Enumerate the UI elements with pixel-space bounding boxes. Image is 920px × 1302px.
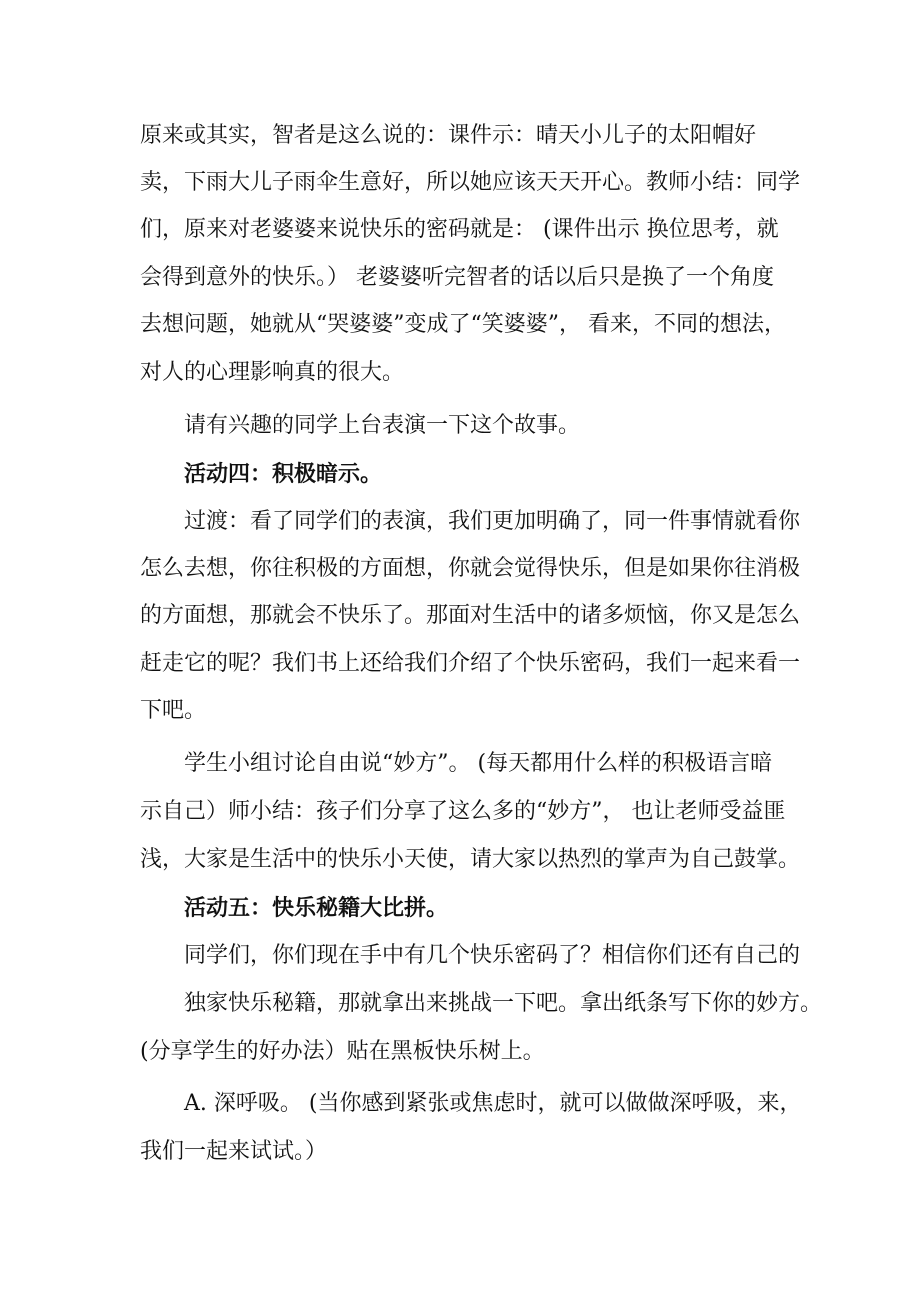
body-text-line: 赶走它的呢？我们书上还给我们介绍了个快乐密码，我们一起来看一 xyxy=(140,651,801,676)
body-text-line: 过渡：看了同学们的表演，我们更加明确了，同一件事情就看你 xyxy=(184,509,801,534)
body-text-line: 学生小组讨论自由说“妙方”。 (每天都用什么样的积极语言暗 xyxy=(184,751,773,776)
body-text-line: 浅，大家是生活中的快乐小天使，请大家以热烈的掌声为自己鼓掌。 xyxy=(140,847,801,872)
body-text-line: 原来或其实，智者是这么说的：课件示：晴天小儿子的太阳帽好 xyxy=(140,123,757,148)
body-text-line: 同学们，你们现在手中有几个快乐密码了？相信你们还有自己的 xyxy=(184,943,801,968)
body-text-line: 会得到意外的快乐。） 老婆婆听完智者的话以后只是换了一个角度 xyxy=(140,265,774,290)
list-item-continuation: 我们一起来试试。） xyxy=(140,1139,328,1164)
body-text-line: (分享学生的好办法）贴在黑板快乐树上。 xyxy=(140,1039,545,1064)
body-text-line: 请有兴趣的同学上台表演一下这个故事。 xyxy=(184,413,581,438)
body-text-line: 独家快乐秘籍，那就拿出来挑战一下吧。拿出纸条写下你的妙方。 xyxy=(184,991,823,1016)
body-text-line: 下吧。 xyxy=(140,698,207,723)
body-text-line: 去想问题，她就从“哭婆婆”变成了“笑婆婆”， 看来，不同的想法， xyxy=(140,312,786,337)
body-text-line: 怎么去想，你往积极的方面想，你就会觉得快乐，但是如果你往消极 xyxy=(140,556,801,581)
section-heading: 活动四：积极暗示。 xyxy=(184,461,383,487)
body-text-line: 们，原来对老婆婆来说快乐的密码就是： (课件出示 换位思考，就 xyxy=(140,217,779,242)
body-text-line: 卖，下雨大儿子雨伞生意好，所以她应该天天开心。教师小结：同学 xyxy=(140,170,801,195)
section-heading: 活动五：快乐秘籍大比拼。 xyxy=(184,895,449,921)
body-text-line: 的方面想，那就会不快乐了。那面对生活中的诸多烦恼，你又是怎么 xyxy=(140,603,801,628)
body-text-line: 示自己）师小结：孩子们分享了这么多的“妙方”， 也让老师受益匪 xyxy=(140,799,786,824)
body-text-line: 对人的心理影响真的很大。 xyxy=(140,360,405,385)
list-item-text: A. 深呼吸。 (当你感到紧张或焦虑时，就可以做做深呼吸，来， xyxy=(184,1091,802,1116)
